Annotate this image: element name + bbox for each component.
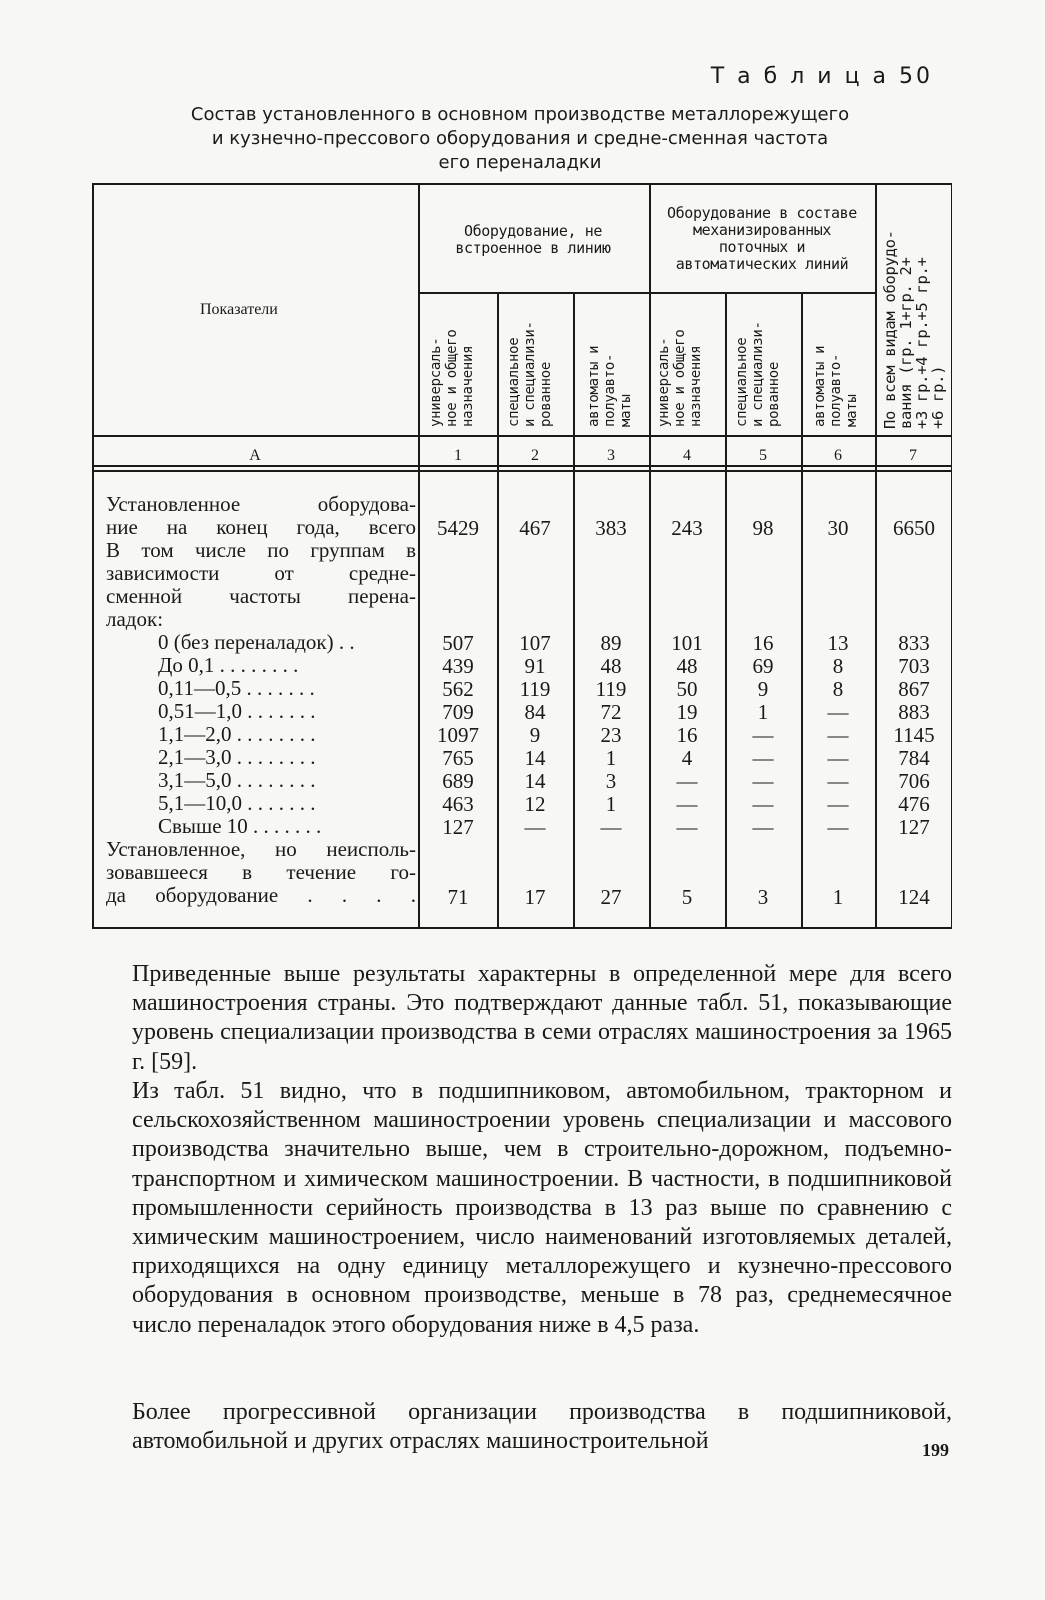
table-cell: 9 (529, 723, 541, 747)
table-cell: 833 (898, 631, 930, 655)
table-cell: — (676, 815, 698, 839)
header-col-1: универсаль- ное и общего назначения (428, 329, 476, 427)
table-cell: 476 (898, 792, 930, 816)
table-cell: 72 (600, 700, 622, 724)
table-cell: 1097 (437, 723, 479, 747)
table-cell: — (827, 746, 849, 770)
table-cell: 5429 (437, 516, 479, 540)
table-cell: — (676, 792, 698, 816)
table-cell: 27 (600, 885, 622, 909)
table-cell: 562 (442, 677, 474, 701)
table-cell: 119 (595, 677, 627, 701)
table-cell: 127 (898, 815, 930, 839)
row-label: 3,1—5,0 . . . . . . . . (158, 768, 316, 792)
table-cell: 84 (524, 700, 546, 724)
header-group-not-in-line: Оборудование, не встроенное в линию (455, 222, 611, 257)
header-col-5: специальное и специализи- рованное (734, 321, 782, 427)
table-cell: 101 (671, 631, 703, 655)
table-cell: 16 (752, 631, 774, 655)
col-number: 7 (909, 447, 917, 464)
header-col-7: По всем видам оборудо- вания (гр. 1+гр. 2+ +3 гр.+4 гр.+5 гр.+ +6 гр.) (881, 230, 947, 429)
col-number: 3 (607, 447, 615, 464)
table-cell: — (676, 769, 698, 793)
table-cell: 8 (832, 677, 844, 701)
table-cell: — (827, 769, 849, 793)
col-number: 1 (454, 447, 462, 464)
table-cell: 17 (524, 885, 546, 909)
table-caption (120, 103, 920, 175)
table-cell: 107 (519, 631, 551, 655)
row-label-unused: Установленное, но неисполь- зовавшееся в течение го- да оборудование . . . . (106, 837, 416, 907)
table-cell: 1 (757, 700, 769, 724)
table-cell: 50 (676, 677, 698, 701)
caption-line: и кузнечно-прессового оборудования и средне-сменная частота (211, 128, 829, 149)
table-cell: 3 (757, 885, 769, 909)
table-cell: 689 (442, 769, 474, 793)
col-number: 2 (531, 447, 539, 464)
table-cell: 12 (524, 792, 546, 816)
table-cell: — (827, 815, 849, 839)
table-cell: 1 (605, 746, 617, 770)
table-cell: 507 (442, 631, 474, 655)
table-cell: 709 (442, 700, 474, 724)
table-cell: 9 (757, 677, 769, 701)
table-cell: 30 (827, 516, 849, 540)
table-cell: — (827, 792, 849, 816)
row-label: До 0,1 . . . . . . . . (158, 653, 299, 677)
row-label: 0 (без переналадок) . . (158, 630, 355, 654)
col-number: А (249, 447, 261, 464)
table-cell: 89 (600, 631, 622, 655)
table-cell: 706 (898, 769, 930, 793)
table-cell: 13 (827, 631, 849, 655)
row-label-groups: В том числе по группам в зависимости от средне- сменной частоты перена- ладок: (106, 538, 416, 631)
data-table (92, 183, 952, 929)
table-number: Т а б л и ц а 50 (710, 64, 933, 89)
table-cell: 71 (447, 885, 469, 909)
table-cell: 6650 (893, 516, 935, 540)
table-cell: 439 (442, 654, 474, 678)
row-label: 0,11—0,5 . . . . . . . (158, 676, 315, 700)
table-cell: 1 (832, 885, 844, 909)
table-cell: 765 (442, 746, 474, 770)
table-cell: 703 (898, 654, 930, 678)
table-cell: — (524, 815, 546, 839)
page-number: 199 (922, 1440, 949, 1460)
table-cell: 1145 (893, 723, 935, 747)
table-cell: 3 (605, 769, 617, 793)
table-cell: 48 (676, 654, 698, 678)
paragraph-2: Из табл. 51 видно, что в подшипниковом, автомобильном, тракторном и сельскохозяйственном машиностроении уровень специализации и массового производства значительно выше, чем в строительно-дорожном, подъемно-транспортном и химическом машиностроении. В частности, в подшипниковой промышленности серийность производства в 13 раз выше по сравнению с химическим машиностроением, число наименований изготовляемых деталей, приходящихся на одну единицу металлорежущего и кузнечно-прессового оборудования в основном производстве, меньше в 78 раз, среднемесячное число переналадок этого оборудования ниже в 4,5 раза. (132, 1078, 952, 1338)
table-cell: 4 (681, 746, 693, 770)
table-cell: 883 (898, 700, 930, 724)
table-cell: 119 (519, 677, 551, 701)
table-cell: 19 (676, 700, 698, 724)
paragraph-1: Приведенные выше результаты характерны в определенной мере для всего машиностроения страны. Это подтверждают данные табл. 51, показывающие уровень специализации производства в семи отраслях машиностроения за 1965 г. [59]. (132, 961, 952, 1075)
caption-line: его переналадки (438, 152, 602, 173)
table-cell: 383 (595, 516, 627, 540)
table-cell: — (752, 792, 774, 816)
table-cell: 69 (752, 654, 774, 678)
table-cell: 14 (524, 746, 546, 770)
row-label: 1,1—2,0 . . . . . . . . (158, 722, 316, 746)
table-cell: 467 (519, 516, 551, 540)
header-col-3: автоматы и полуавто- маты (586, 345, 634, 427)
table-cell: 243 (671, 516, 703, 540)
table-cell: — (827, 700, 849, 724)
table-cell: 48 (600, 654, 622, 678)
paragraph-3: Более прогрессивной организации производства в подшипниковой, автомобильной и других отраслях машиностроительной (132, 1399, 952, 1455)
row-label: 5,1—10,0 . . . . . . . (158, 791, 316, 815)
table-cell: 784 (898, 746, 930, 770)
header-col-6: автоматы и полуавто- маты (812, 345, 860, 427)
table-cell: 23 (600, 723, 622, 747)
row-label: 0,51—1,0 . . . . . . . (158, 699, 316, 723)
col-number: 6 (834, 447, 842, 464)
table-cell: 127 (442, 815, 474, 839)
table-cell: 91 (524, 654, 546, 678)
table-cell: 463 (442, 792, 474, 816)
table-cell: 5 (681, 885, 693, 909)
table-cell: — (827, 723, 849, 747)
row-label: 2,1—3,0 . . . . . . . . (158, 745, 316, 769)
table-cell: — (752, 746, 774, 770)
table-cell: — (600, 815, 622, 839)
table-cell: — (752, 815, 774, 839)
row-label-total: Установленное оборудова- ние на конец года, всего (106, 492, 416, 539)
table-cell: 1 (605, 792, 617, 816)
header-indicators: Показатели (200, 301, 278, 318)
header-col-2: специальное и специализи- рованное (506, 321, 554, 427)
header-col-4: универсаль- ное и общего назначения (656, 329, 704, 427)
header-group-in-lines: Оборудование в составе механизированных поточных и автоматических линий (667, 204, 857, 273)
row-label: Свыше 10 . . . . . . . (158, 814, 322, 838)
table-cell: 8 (832, 654, 844, 678)
table-cell: 98 (752, 516, 774, 540)
table-cell: 867 (898, 677, 930, 701)
caption-line: Состав установленного в основном производстве металлорежущего (190, 104, 850, 125)
table-cell: 14 (524, 769, 546, 793)
table-cell: — (752, 723, 774, 747)
col-number: 4 (683, 447, 691, 464)
table-cell: 124 (898, 885, 930, 909)
table-cell: — (752, 769, 774, 793)
col-number: 5 (759, 447, 767, 464)
table-cell: 16 (676, 723, 698, 747)
